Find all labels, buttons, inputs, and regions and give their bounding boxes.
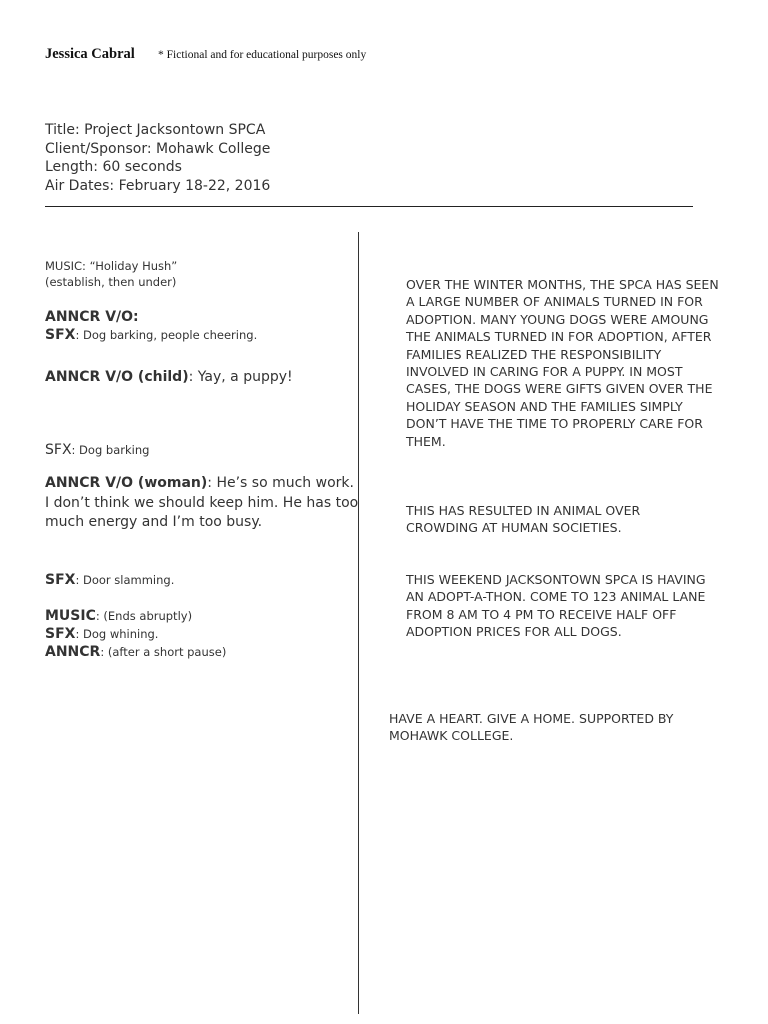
cue-anncr-2-text: : (after a short pause) xyxy=(100,645,227,659)
cue-sfx-3 xyxy=(45,571,360,589)
cue-music-2 xyxy=(45,607,360,625)
cue-sfx-3-label: SFX xyxy=(45,572,76,588)
cue-child xyxy=(45,366,360,385)
copy-paragraph-1: OVER THE WINTER MONTHS, THE SPCA HAS SEEN A LARGE NUMBER OF ANIMALS TURNED IN FOR ADOPTION. MANY YOUNG DOGS WERE AMOUNG THE ANIMALS TURNED IN FOR ADOPTION, AFTER FAMILIES REALIZED THE RESPONSIBILITY INVOLVED IN CARING FOR A PUPPY. IN MOST CASES, THE DOGS WERE GIFTS GIVEN OVER THE HOLIDAY SEASON AND THE FAMILIES SIMPLY DON’T HAVE THE TIME TO PROPERLY CARE FOR THEM. xyxy=(406,277,719,449)
cue-music-1-note: (establish, then under) xyxy=(45,275,177,289)
copy-paragraph-4: HAVE A HEART. GIVE A HOME. SUPPORTED BY MOHAWK COLLEGE. xyxy=(389,711,674,744)
cue-sfx-2-label: SFX xyxy=(45,442,72,458)
cue-woman-text: : He’s so much work. I don’t think we should keep him. He has too much energy and I’m too busy. xyxy=(45,475,359,530)
cue-woman-label: ANNCR V/O (woman) xyxy=(45,475,208,491)
cue-anncr-1-label: ANNCR V/O: xyxy=(45,309,139,325)
cue-anncr-2-label: ANNCR xyxy=(45,644,101,660)
cue-child-label: ANNCR V/O (child) xyxy=(45,369,189,385)
meta-air-dates: Air Dates: February 18-22, 2016 xyxy=(45,177,271,194)
cue-sfx-3-text: : Door slamming. xyxy=(75,573,175,587)
cue-sfx-2 xyxy=(45,441,360,459)
cue-sfx-1 xyxy=(45,326,360,344)
cue-anncr-2 xyxy=(45,643,360,661)
cue-sfx-4-label: SFX xyxy=(45,626,76,642)
cue-woman xyxy=(45,474,360,533)
cue-music-2-label: MUSIC xyxy=(45,608,96,624)
cue-sfx-1-text: : Dog barking, people cheering. xyxy=(75,328,258,342)
cue-sfx-4 xyxy=(45,625,360,643)
cue-music-1 xyxy=(45,258,360,290)
cue-final-block xyxy=(45,607,360,661)
copy-paragraph-3: THIS WEEKEND JACKSONTOWN SPCA IS HAVING AN ADOPT-A-THON. COME TO 123 ANIMAL LANE FROM 8 AM TO 4 PM TO RECEIVE HALF OFF ADOPTION PRICES FOR ALL DOGS. xyxy=(406,572,706,640)
meta-title: Title: Project Jacksontown SPCA xyxy=(45,122,266,138)
author-name: Jessica Cabral xyxy=(45,46,135,62)
header-divider xyxy=(45,206,693,207)
copy-paragraph-2: THIS HAS RESULTED IN ANIMAL OVER CROWDING AT HUMAN SOCIETIES. xyxy=(406,503,641,536)
cue-music-1-label: MUSIC: “Holiday Hush” xyxy=(45,259,178,273)
disclaimer-note: * Fictional and for educational purposes only xyxy=(158,49,367,61)
meta-client: Client/Sponsor: Mohawk College xyxy=(45,140,271,157)
cue-sfx-1-label: SFX xyxy=(45,327,76,343)
cue-sfx-2-text: : Dog barking xyxy=(71,443,150,457)
script-meta xyxy=(45,121,270,195)
cue-anncr-1 xyxy=(45,308,360,344)
cue-music-2-text: : (Ends abruptly) xyxy=(95,609,193,623)
cue-sfx-4-text: : Dog whining. xyxy=(75,627,159,641)
cue-child-text: : Yay, a puppy! xyxy=(188,369,293,385)
meta-length: Length: 60 seconds xyxy=(45,159,182,175)
